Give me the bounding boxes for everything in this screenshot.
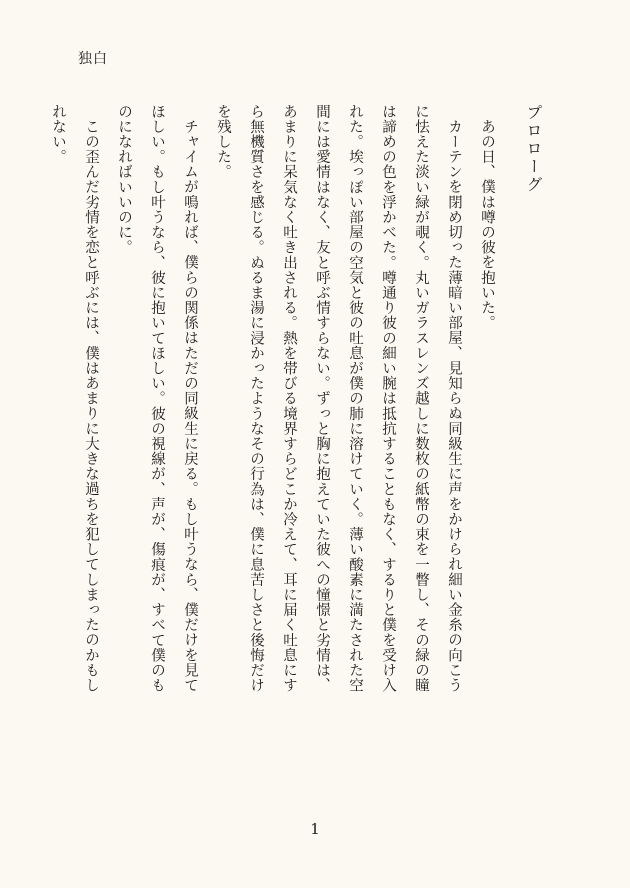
paragraph-1: あの日、僕は噂の彼を抱いた。 — [479, 118, 495, 330]
book-title: 独白 — [78, 51, 108, 67]
body-text-column — [41, 104, 550, 804]
paragraph-3: チャイムが鳴れば、僕らの関係はただの同級生に戻る。もし叶うなら、僕だけを見て ほしい。もし叶うなら、彼に抱いてほしい。彼の視線が、声が、傷痕が、すべて僕のも のになればいいのに。 — [116, 104, 198, 693]
page-number: 1 — [310, 820, 320, 838]
chapter-title: プロローグ — [524, 104, 543, 194]
paragraph-4: この歪んだ劣情を恋と呼ぶには、僕はあまりに大きな過ちを犯してしまったのかもし れない。 — [50, 104, 99, 693]
paragraph-2: カーテンを閉め切った薄暗い部屋、見知らぬ同級生に声をかけられ細い金糸の向こう に怯えた淡い緑が覗く。丸いガラスレンズ越しに数枚の紙幣の束を一瞥し、その緑の瞳 は諦めの色を浮かべた。噂通り彼の細い腕は抵抗することもなく、するりと僕を受け入 れた。埃っぽい部屋の空気と彼の吐息が僕の肺に溶けていく。薄い酸素に満たされた空 間には愛情はなく、友と呼ぶ情すらない。ずっと胸に抱えていた彼への憧憬と劣情は、 あまりに呆気なく吐き出される。熱を帯びる境界すらどこか冷えて、耳に届く吐息にす ら無機質さを感じる。ぬるま湯に浸かったようなその行為は、僕に息苦しさと後悔だけ を残した。 — [215, 104, 462, 693]
